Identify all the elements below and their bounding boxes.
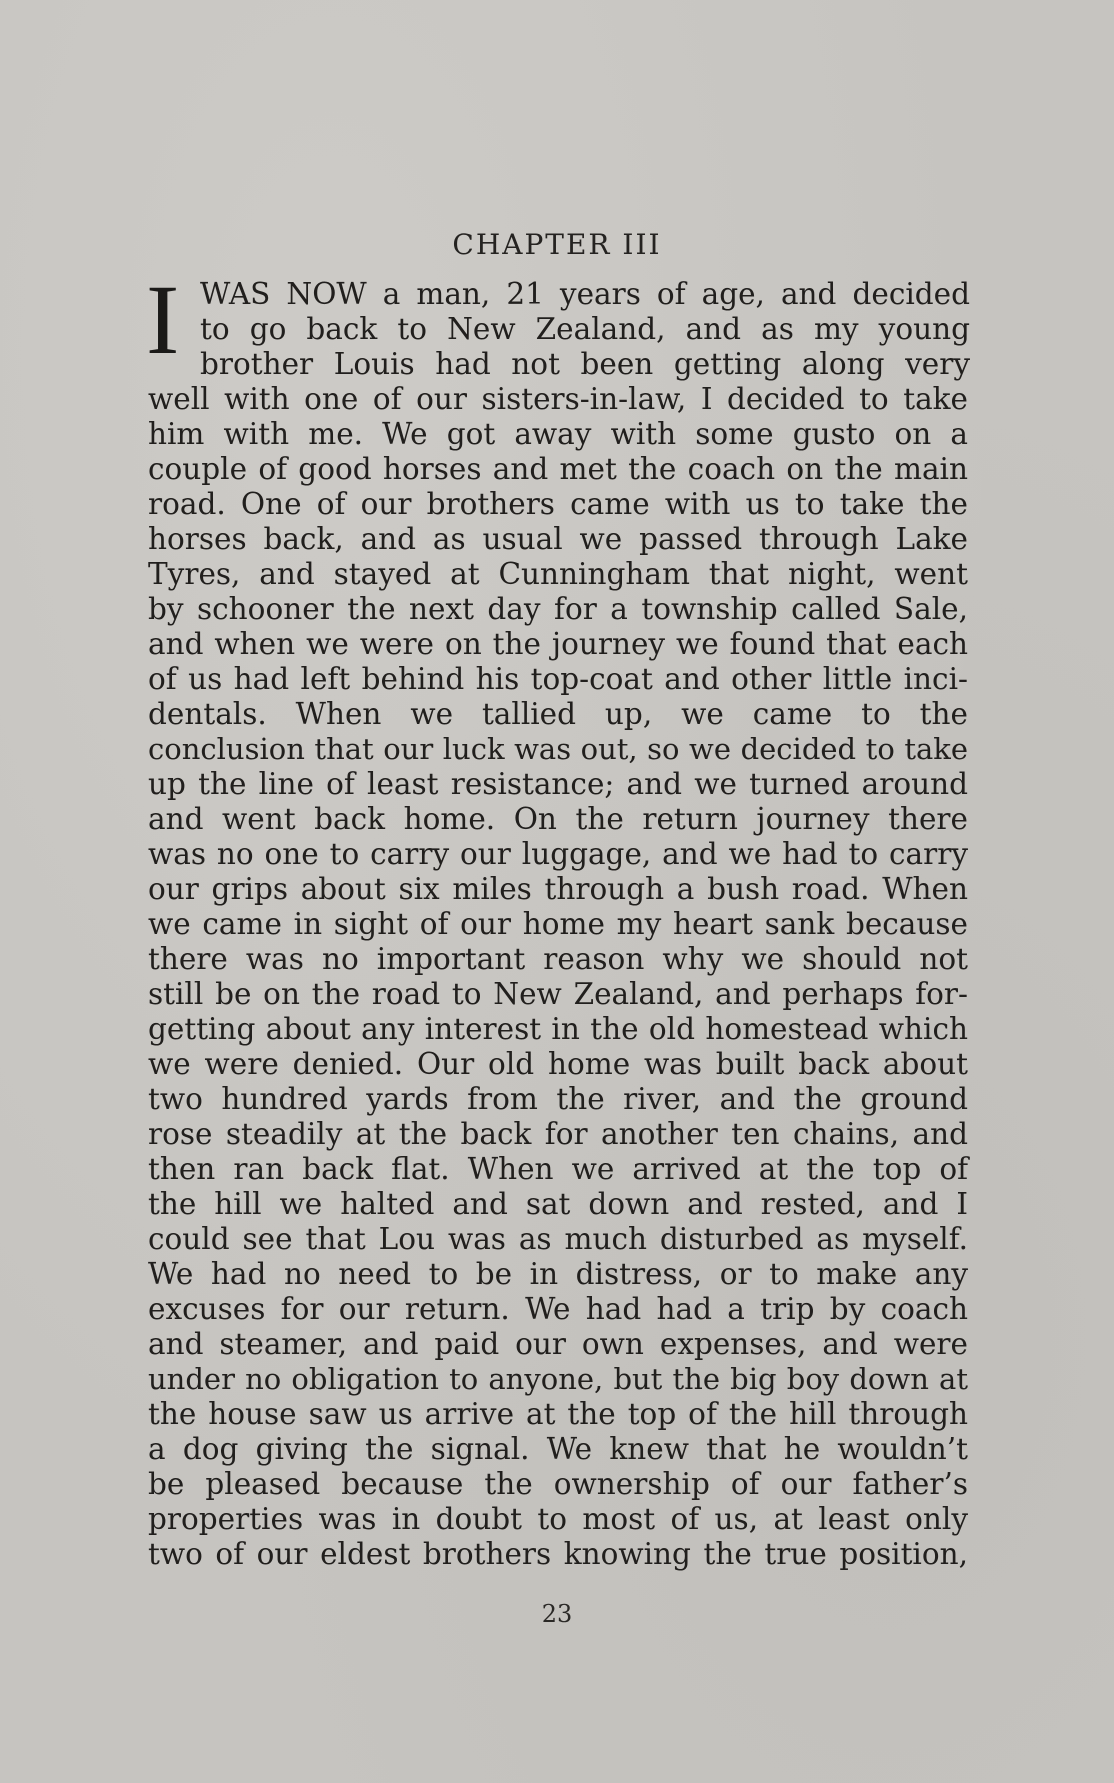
text-line: rose steadily at the back for another ten chains, and: [148, 1117, 968, 1151]
text-line: him with me. We got away with some gusto on a: [148, 417, 968, 451]
text-line: conclusion that our luck was out, so we decided to take: [148, 732, 968, 766]
text-line: was no one to carry our luggage, and we had to carry: [148, 837, 968, 871]
page-number: 23: [541, 1600, 573, 1628]
text-line: still be on the road to New Zealand, and perhaps for-: [148, 977, 968, 1011]
text-line: excuses for our return. We had had a trip by coach: [148, 1292, 968, 1326]
text-line: the house saw us arrive at the top of the hill through: [148, 1397, 968, 1431]
text-line: brother Louis had not been getting along very: [200, 347, 970, 381]
text-line: to go back to New Zealand, and as my young: [200, 312, 970, 346]
text-line: We had no need to be in distress, or to make any: [148, 1257, 968, 1291]
text-line: road. One of our brothers came with us to take the: [148, 487, 968, 521]
text-line: of us had left behind his top-coat and other little inci-: [148, 662, 968, 696]
text-line: a dog giving the signal. We knew that he wouldn’t: [148, 1432, 968, 1466]
text-line: horses back, and as usual we passed through Lake: [148, 522, 968, 556]
text-line: and steamer, and paid our own expenses, and were: [148, 1327, 968, 1361]
text-line: then ran back flat. When we arrived at the top of: [148, 1152, 968, 1186]
text-line: dentals. When we tallied up, we came to the: [148, 697, 968, 731]
chapter-heading: CHAPTER III: [452, 228, 662, 261]
text-line: properties was in doubt to most of us, at least only: [148, 1502, 968, 1536]
text-line: up the line of least resistance; and we turned around: [148, 767, 968, 801]
text-line: under no obligation to anyone, but the big boy down at: [148, 1362, 968, 1396]
text-line: Tyres, and stayed at Cunningham that night, went: [148, 557, 968, 591]
text-line: the hill we halted and sat down and rested, and I: [148, 1187, 968, 1221]
text-line: and went back home. On the return journey there: [148, 802, 968, 836]
text-line: getting about any interest in the old homestead which: [148, 1012, 968, 1046]
text-line: we were denied. Our old home was built back about: [148, 1047, 968, 1081]
text-line: well with one of our sisters-in-law, I decided to take: [148, 382, 968, 416]
text-line: two of our eldest brothers knowing the true position,: [148, 1537, 968, 1571]
text-line: by schooner the next day for a township called Sale,: [148, 592, 968, 626]
text-line: be pleased because the ownership of our father’s: [148, 1467, 968, 1501]
text-line: couple of good horses and met the coach on the main: [148, 452, 968, 486]
drop-cap: I: [146, 264, 180, 375]
text-line: and when we were on the journey we found that each: [148, 627, 968, 661]
text-line: WAS NOW a man, 21 years of age, and decided: [200, 277, 970, 311]
text-line: could see that Lou was as much disturbed as myself.: [148, 1222, 968, 1256]
text-line: there was no important reason why we should not: [148, 942, 968, 976]
text-line: we came in sight of our home my heart sank because: [148, 907, 968, 941]
text-line: two hundred yards from the river, and the ground: [148, 1082, 968, 1116]
text-line: our grips about six miles through a bush road. When: [148, 872, 968, 906]
